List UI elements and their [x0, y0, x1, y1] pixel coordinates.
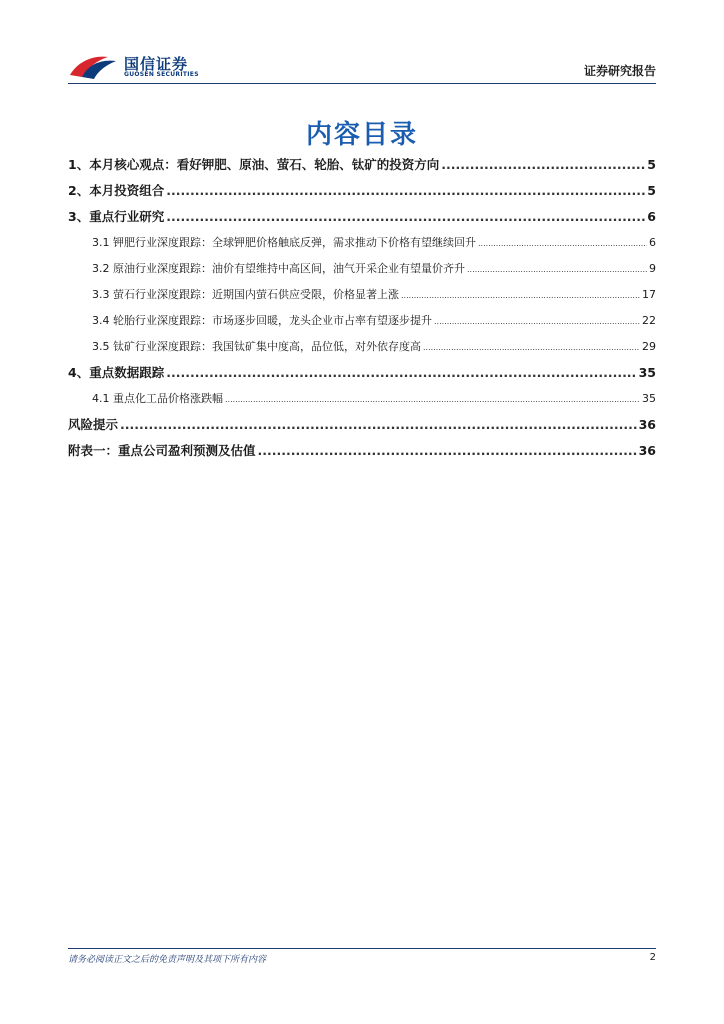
toc-entry-3-4[interactable]: [68, 308, 656, 334]
toc-leader-dots: [434, 309, 640, 335]
page-number: 2: [649, 952, 656, 963]
toc-entry-page: 6: [647, 209, 656, 224]
toc-entry-page: 17: [642, 288, 656, 301]
toc-leader-dots: [166, 360, 636, 386]
toc-entry-page: 5: [647, 183, 656, 198]
page-header: [68, 46, 656, 86]
guosen-logo-icon: [68, 51, 120, 81]
toc-leader-dots: [478, 231, 647, 257]
toc-entry-1[interactable]: [68, 152, 656, 178]
toc-entry-label: 1、本月核心观点：看好钾肥、原油、萤石、轮胎、钛矿的投资方向: [68, 157, 440, 172]
logo-english-name: GUOSEN SECURITIES: [124, 71, 199, 78]
toc-leader-dots: [225, 387, 640, 413]
toc-leader-dots: [166, 178, 645, 204]
toc-entry-label: 3.1 钾肥行业深度跟踪：全球钾肥价格触底反弹，需求推动下价格有望继续回升: [92, 236, 476, 249]
toc-entry-label: 3.4 轮胎行业深度跟踪：市场逐步回暖，龙头企业市占率有望逐步提升: [92, 314, 432, 327]
toc-entry-4-1[interactable]: [68, 386, 656, 412]
toc-entry-appendix[interactable]: [68, 438, 656, 464]
toc-entry-risk[interactable]: [68, 412, 656, 438]
toc-entry-label: 3、重点行业研究: [68, 209, 165, 224]
toc-entry-page: 36: [638, 443, 656, 458]
toc-entry-page: 9: [649, 262, 656, 275]
logo-chinese-name: 国信证券: [124, 55, 189, 73]
toc-entry-page: 5: [647, 157, 656, 172]
toc-entry-3-3[interactable]: [68, 282, 656, 308]
toc-leader-dots: [423, 335, 640, 361]
toc-entry-label: 3.2 原油行业深度跟踪：油价有望维持中高区间，油气开采企业有望量价齐升: [92, 262, 465, 275]
toc-entry-3-2[interactable]: [68, 256, 656, 282]
footer-divider: [68, 948, 656, 949]
table-of-contents: [68, 152, 656, 464]
toc-entry-3-5[interactable]: [68, 334, 656, 360]
toc-entry-label: 2、本月投资组合: [68, 183, 165, 198]
toc-leader-dots: [441, 152, 645, 178]
toc-entry-3-1[interactable]: [68, 230, 656, 256]
disclaimer-note: 请务必阅读正文之后的免责声明及其项下所有内容: [68, 955, 267, 965]
toc-entry-page: 35: [642, 392, 656, 405]
toc-entry-label: 4.1 重点化工品价格涨跌幅: [92, 392, 223, 405]
toc-entry-2[interactable]: [68, 178, 656, 204]
toc-entry-3[interactable]: [68, 204, 656, 230]
toc-entry-page: 22: [642, 314, 656, 327]
toc-leader-dots: [258, 438, 637, 464]
report-type-label: 证券研究报告: [583, 64, 656, 78]
toc-entry-label: 风险提示: [68, 417, 119, 432]
toc-leader-dots: [120, 412, 637, 438]
toc-entry-4[interactable]: [68, 360, 656, 386]
toc-leader-dots: [467, 257, 647, 283]
toc-entry-page: 35: [638, 365, 656, 380]
toc-entry-label: 3.5 钛矿行业深度跟踪：我国钛矿集中度高，品位低，对外依存度高: [92, 340, 421, 353]
toc-entry-label: 3.3 萤石行业深度跟踪：近期国内萤石供应受限，价格显著上涨: [92, 288, 399, 301]
toc-entry-label: 4、重点数据跟踪: [68, 365, 165, 380]
toc-entry-label: 附表一：重点公司盈利预测及估值: [68, 443, 256, 458]
toc-leader-dots: [401, 283, 640, 309]
toc-entry-page: 36: [638, 417, 656, 432]
toc-entry-page: 6: [649, 236, 656, 249]
guosen-logo: [68, 51, 228, 81]
header-divider: [68, 83, 656, 84]
toc-title: 内容目录: [305, 120, 418, 150]
toc-entry-page: 29: [642, 340, 656, 353]
toc-leader-dots: [166, 204, 645, 230]
